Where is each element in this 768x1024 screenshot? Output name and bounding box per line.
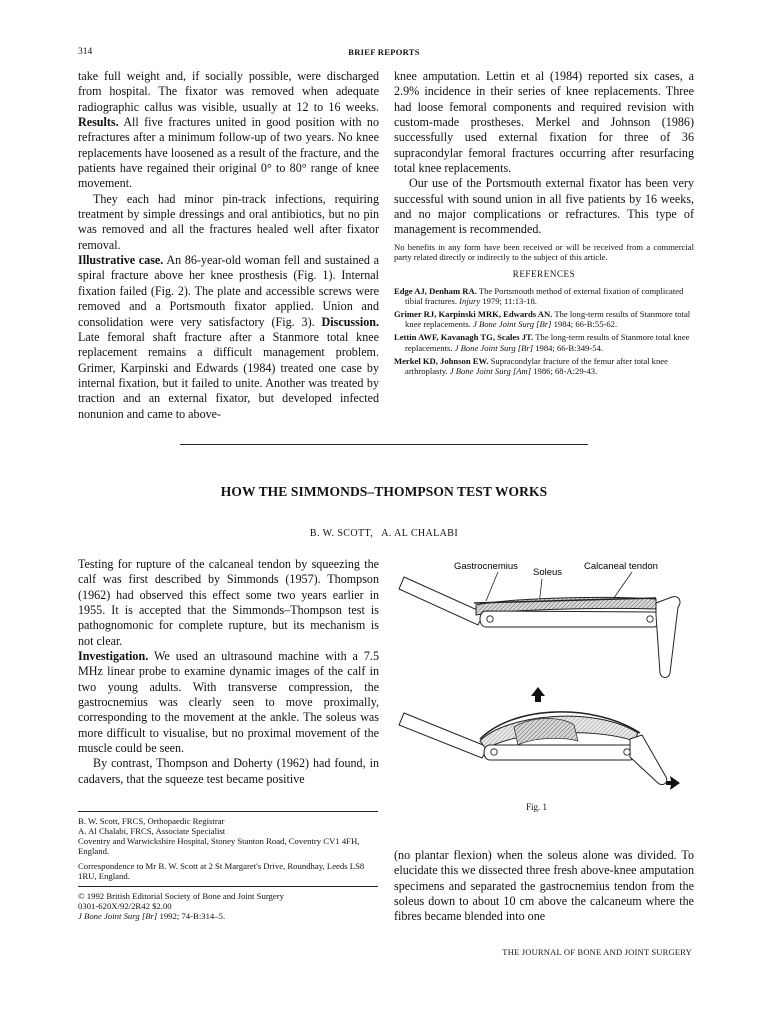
reference-authors: Grimer RJ, Karpinski MRK, Edwards AN. (394, 308, 553, 319)
prev-article-left-column (78, 69, 379, 422)
text-run: By contrast, Thompson and Doherty (1962) had found, in cadavers, that the squeeze test became positive (78, 756, 379, 786)
reference-item (394, 332, 694, 352)
footnote-rule-2 (78, 886, 378, 887)
prev-article-right-column (394, 69, 694, 379)
reference-title: The long-term results of Stanmore total knee replacements. (405, 332, 690, 353)
copyright-footnote (78, 891, 378, 921)
paragraph (78, 649, 379, 756)
figure-1-diagram (394, 555, 694, 795)
copyright-line: © 1992 British Editorial Society of Bone and Joint Surgery (78, 891, 284, 901)
reference-authors: Lettin AWF, Kavanagh TG, Scales JT. (394, 332, 534, 343)
run-in-heading: Investigation. (78, 649, 149, 664)
reference-volume: 1986; 68-A:29-43. (531, 365, 598, 376)
article-left-column (78, 557, 379, 787)
reference-journal: J Bone Joint Surg [Br] (473, 319, 552, 330)
text-run: Testing for rupture of the calcaneal tendon by squeezing the calf was first described by Simmonds (1957). Thompson (1962) had observed this effect some two years earlier in 1955. It is accepted that the Simmonds–Thompson test is pathognomonic for complete rupture, but its mechanism is not clear. (78, 557, 379, 648)
text-run: Our use of the Portsmouth external fixator has been very successful with sound union in all five patients by 16 weeks, and no major complications or refractures. This type of management is recommended. (394, 176, 694, 237)
reference-authors: Edge AJ, Denham RA. (394, 285, 477, 296)
paragraph (394, 69, 694, 176)
reference-volume: 1984; 66-B:349-54. (533, 342, 604, 353)
paragraph (78, 192, 379, 253)
figure-caption: Fig. 1 (526, 802, 548, 812)
reference-authors: Merkel KD, Johnson EW. (394, 355, 489, 366)
reference-list (394, 286, 694, 377)
affiliation-line: Coventry and Warwickshire Hospital, Stoney Stanton Road, Coventry CV1 4FH, England. (78, 836, 360, 856)
reference-volume: 1984; 66-B:55-62. (551, 319, 618, 330)
right-arrow-icon (666, 776, 680, 790)
paragraph (394, 848, 694, 925)
article-right-column (394, 848, 694, 925)
running-head: BRIEF REPORTS (348, 47, 420, 57)
footnote-rule (78, 811, 378, 812)
paragraph (78, 253, 379, 422)
journal-footer: THE JOURNAL OF BONE AND JOINT SURGERY (502, 947, 692, 957)
text-run: (no plantar flexion) when the soleus alone was divided. To elucidate this we dissected three fresh above-knee amputation specimens and separated the gastrocnemius tendon from the soleus down to about 10 cm above the calcaneum where the fibres became blended into one (394, 848, 694, 924)
paragraph (78, 69, 379, 192)
text-run: We used an ultrasound machine with a 7.5 MHz linear probe to examine dynamic images of the calf in two young adults. With transverse compression, the gastrocnemius was clearly seen to move proximally, corresponding to the movement at the ankle. The soleus was more difficult to visualise, but no proximal movement of the muscle could be seen. (78, 649, 379, 756)
paragraph (78, 756, 379, 787)
article-authors: B. W. SCOTT, A. AL CHALABI (309, 528, 459, 539)
upper-leg-diagram (399, 577, 680, 678)
correspondence-line: Correspondence to Mr B. W. Scott at 2 St Margaret's Drive, Roundhay, Leeds LS8 1RU, England. (78, 861, 365, 881)
leader-line (486, 572, 498, 601)
page-number: 314 (78, 47, 93, 57)
prev-article-right-text (394, 69, 694, 238)
affiliation-footnote (78, 816, 378, 881)
run-in-heading: Discussion. (321, 314, 379, 329)
citation-journal: J Bone Joint Surg [Br] (78, 911, 158, 921)
citation-tail: 1992; 74-B:314–5. (157, 911, 226, 921)
paragraph (394, 176, 694, 237)
label-calcaneal-tendon: Calcaneal tendon (584, 561, 658, 572)
reference-item (394, 356, 694, 376)
reference-title: The long-term results of Stanmore total knee replacements. (405, 308, 691, 330)
text-run: take full weight and, if socially possible, were discharged from hospital. The fixator was removed when adequate radiographic callus was visible, usually at 12 to 16 weeks. (78, 69, 379, 114)
reference-title: The Portsmouth method of external fixation of complicated tibial fractures. (405, 285, 684, 306)
issn-line: 0301-620X/92/2R42 $2.00 (78, 901, 172, 911)
affiliation-line: B. W. Scott, FRCS, Orthopaedic Registrar (78, 816, 225, 826)
run-in-heading: Results. (78, 115, 119, 130)
reference-item (394, 309, 694, 329)
label-soleus: Soleus (533, 567, 563, 578)
disclosure-note: No benefits in any form have been received or will be received from a commercial party related directly or indirectly to the subject of this article. (394, 241, 694, 262)
citation-line (78, 911, 378, 921)
reference-item (394, 286, 694, 306)
label-gastrocnemius: Gastrocnemius (454, 561, 518, 572)
affiliation-line: A. Al Chalabi, FRCS, Associate Specialist (78, 826, 226, 836)
up-arrow-icon (531, 687, 545, 702)
reference-journal: Injury (459, 295, 481, 306)
text-run: An 86-year-old woman fell and sustained a spiral fracture above her knee prosthesis (Fig. 1). Internal fixation failed (Fig. 2). The plate and accessible screws were removed and a Portsmouth fixator applied. Union and consolidation were very satisfactory (Fig. 3). (78, 253, 379, 329)
article-title: HOW THE SIMMONDS–THOMPSON TEST WORKS (220, 484, 548, 499)
reference-volume: 1979; 11:13-18. (480, 295, 537, 306)
reference-journal: J Bone Joint Surg [Am] (449, 365, 532, 376)
article-separator (180, 444, 588, 445)
text-run: They each had minor pin-track infections, requiring treatment by simple dressings and oral antibiotics, but no pin was removed and all the fractures healed well after fixator removal. (78, 191, 379, 252)
lower-leg-diagram (399, 712, 667, 785)
text-run: All five fractures united in good position with no refractures after a minimum follow-up of two years. No knee replacements have loosened as a result of the fracture, and the patients have regained their original 0° to 80° range of knee movement. (78, 115, 379, 191)
reference-title: Supracondylar fracture of the femur after total knee arthroplasty. (405, 355, 668, 376)
references-heading: REFERENCES (512, 269, 576, 280)
run-in-heading: Illustrative case. (78, 253, 164, 268)
text-run: knee amputation. Lettin et al (1984) reported six cases, a 2.9% incidence in their series of knee replacements. Three had loose femoral components and required revision with custom-made prostheses. Merkel and Johnson (1986) successfully used external fixation for three of 36 supracondylar femoral fractures occurring after resurfacing total knee replacements. (394, 69, 694, 176)
paragraph (78, 557, 379, 649)
reference-journal: J Bone Joint Surg [Br] (454, 342, 534, 353)
text-run: Late femoral shaft fracture after a Stanmore total knee replacement remains a difficult management problem. Grimer, Karpinski and Edwards (1984) treated one case by internal fixation, but it failed to unite. Another was treated by traction and an external fixator, but developed infected nonunion and came to above- (78, 329, 379, 421)
